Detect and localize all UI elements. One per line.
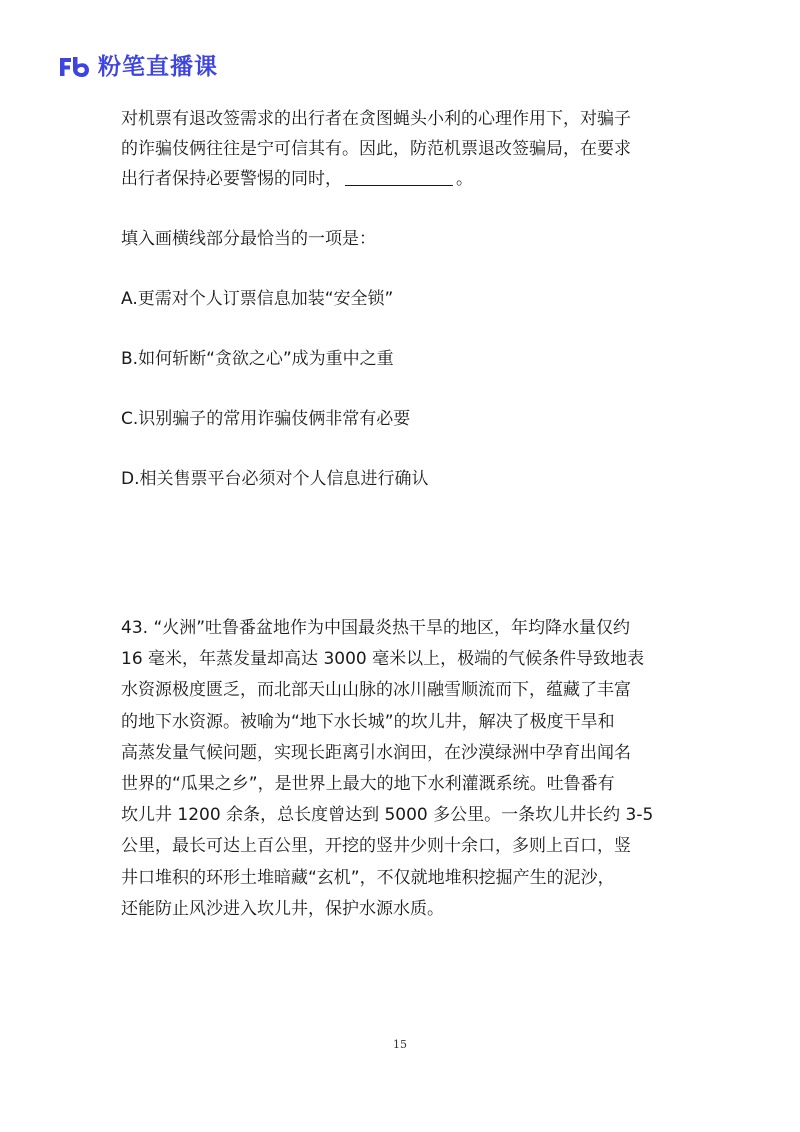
q43-line: 世界的“瓜果之乡”，是世界上最大的地下水利灌溉系统。吐鲁番有 [121,774,615,795]
q43-line: 高蒸发量气候问题，实现长距离引水润田，在沙漠绿洲中孕育出闻名 [121,742,631,763]
brand-header [58,52,218,82]
passage-line: 的诈骗伎俩往往是宁可信其有。因此，防范机票退改签骗局，在要求 [121,139,631,159]
question-prompt: 填入画横线部分最恰当的一项是： [121,229,376,249]
q43-line: 坎儿井 1200 余条，总长度曾达到 5000 多公里。一条坎儿井长约 3-5 [121,805,654,826]
passage-line: 对机票有退改签需求的出行者在贪图蝇头小利的心理作用下，对骗子 [121,109,631,129]
brand-name: 粉笔直播课 [98,54,218,80]
option-d: D.相关售票平台必须对个人信息进行确认 [121,469,429,489]
q43-line: 水资源极度匮乏，而北部天山山脉的冰川融雪顺流而下，蕴藏了丰富 [121,680,631,701]
fill-in-blank [345,167,453,186]
q43-line: 还能防止风沙进入坎儿井，保护水源水质。 [121,898,444,919]
q43-line: 公里，最长可达上百公里，开挖的竖井少则十余口，多则上百口，竖 [121,836,631,857]
fb-logo-icon [58,55,90,79]
passage-line-text: 出行者保持必要警惕的同时， [121,169,342,189]
option-b: B.如何斩断“贪欲之心”成为重中之重 [121,349,394,369]
option-a: A.更需对个人订票信息加装“安全锁” [121,289,394,309]
q43-line: 井口堆积的环形土堆暗藏“玄机”，不仅就地堆积挖掘产生的泥沙， [121,867,615,888]
question-42-content [121,104,681,524]
question-passage [121,104,681,194]
option-c: C.识别骗子的常用诈骗伎俩非常有必要 [121,409,411,429]
q43-line: 16 毫米，年蒸发量却高达 3000 毫米以上，极端的气候条件导致地表 [121,649,645,670]
page-number: 15 [393,1038,407,1051]
question-43-passage [121,613,691,925]
q43-line: 43. “火洲”吐鲁番盆地作为中国最炎热干旱的地区，年均降水量仅约 [121,618,631,638]
passage-line-end: 。 [456,169,473,189]
q43-line: 的地下水资源。被喻为“地下水长城”的坎儿井，解决了极度干旱和 [121,711,615,732]
passage-line-with-blank [121,164,681,194]
